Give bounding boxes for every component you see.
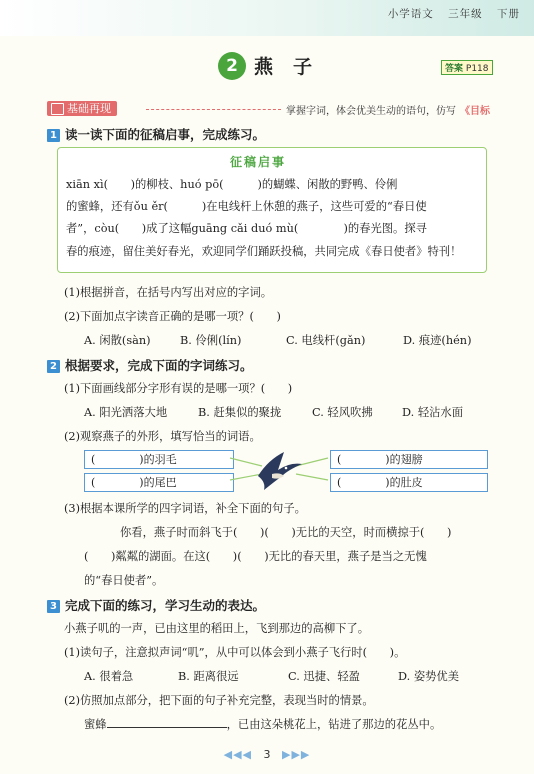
page-number-value: 3 [263,748,271,761]
q1-sub1: (1)根据拼音，在括号内写出对应的字词。 [64,286,273,299]
notice-line: 的蜜蜂，还有ǒu ěr( )在电线杆上休憩的燕子，这些可爱的“春日使 [66,200,427,213]
term-label: 下册 [497,8,520,20]
book-info [378,6,520,21]
q2-option-a[interactable]: A. 阳光洒落大地 [84,406,168,419]
section-tag-label: 基础再现 [67,102,111,115]
notice-line: xiān xì( )的柳枝、huó pō( )的蝴蝶、闲散的野鸭、伶俐 [66,178,398,191]
book-icon [51,103,64,115]
q3-fill-sentence [84,716,441,732]
word-box-tail[interactable]: ( )的尾巴 [84,473,234,492]
notice-line: 者”，còu( )成了这幅guāng cǎi duó mù( )的春光图。探寻 [66,222,427,235]
page-number [0,748,534,761]
question-1-number: 1 [47,129,60,142]
answer-page: P118 [465,64,489,74]
goal-tag: 《目标 [460,106,490,117]
q3-sentence: 小燕子叽的一声，已由这里的稻田上，飞到那边的高柳下了。 [64,622,370,635]
q1-option-c[interactable]: C. 电线杆(gǎn) [286,334,366,347]
q3-option-b[interactable]: B. 距离很远 [178,670,239,683]
q3-sub1: (1)读句子，注意拟声词“叽”，从中可以体会到小燕子飞行时( )。 [64,646,406,659]
lesson-title: 燕子 [254,56,333,78]
word-box-feathers[interactable]: ( )的羽毛 [84,450,234,469]
q1-option-d[interactable]: D. 痕迹(hén) [403,334,472,347]
q2-option-d[interactable]: D. 轻沾水面 [402,406,464,419]
fill-start: 蜜蜂 [84,718,107,731]
q2-option-c[interactable]: C. 轻风吹拂 [312,406,373,419]
right-arrows-icon: ▶▶▶ [282,748,311,761]
q2-sub1: (1)下面画线部分字形有误的是哪一项？( ) [64,382,293,395]
q2-sub3: (3)根据本课所学的四字词语，补全下面的句子。 [64,502,306,515]
q2-option-b[interactable]: B. 赶集似的聚拢 [198,406,282,419]
question-1-text: 读一读下面的征稿启事，完成练习。 [65,127,266,142]
answer-blank[interactable] [107,727,227,728]
word-box-belly[interactable]: ( )的肚皮 [330,473,488,492]
q2-sub2: (2)观察燕子的外形，填写恰当的词语。 [64,430,261,443]
question-2-text: 根据要求，完成下面的字词练习。 [65,358,253,373]
question-3-heading [47,596,265,614]
word-box-wings[interactable]: ( )的翅膀 [330,450,488,469]
q1-option-b[interactable]: B. 伶俐(lín) [180,334,242,347]
q1-sub2: (2)下面加点字读音正确的是哪一项？( ) [64,310,281,323]
question-2-heading [47,356,253,374]
notice-title: 征稿启事 [230,155,287,169]
q3-option-c[interactable]: C. 迅捷、轻盈 [288,670,360,683]
left-arrows-icon: ◀◀◀ [223,748,252,761]
q2-paragraph-line: ( )粼粼的湖面。在这( )( )无比的春天里，燕子是当之无愧 [84,550,427,563]
swallow-illustration [228,446,330,494]
question-2-number: 2 [47,360,60,373]
question-1-heading [47,125,265,143]
q3-sub2: (2)仿照加点部分，把下面的句子补充完整，表现当时的情景。 [64,694,374,707]
q3-option-a[interactable]: A. 很着急 [84,670,134,683]
section-tag [47,101,117,116]
section-goal [286,102,490,117]
grade-label: 三年级 [448,8,483,20]
question-3-number: 3 [47,600,60,613]
goal-text: 掌握字词，体会优美生动的语句，仿写 [286,106,456,117]
answer-label: 答案 [445,64,464,74]
question-3-text: 完成下面的练习，学习生动的表达。 [65,598,266,613]
lesson-number-badge: 2 [218,52,246,80]
q3-option-d[interactable]: D. 姿势优美 [398,670,460,683]
fill-end: ，已由这朵桃花上，钻进了那边的花丛中。 [226,718,442,731]
notice-line: 春的痕迹，留住美好春光，欢迎同学们踊跃投稿，共同完成《春日使者》特刊！ [66,245,462,258]
q2-paragraph-line: 的“春日使者”。 [84,574,164,587]
q1-option-a[interactable]: A. 闲散(sàn) [84,334,151,347]
section-divider [146,109,281,110]
answer-reference [441,60,493,75]
q2-paragraph-line: 你看，燕子时而斜飞于( )( )无比的天空，时而横掠于( ) [120,526,452,539]
subject-label: 小学语文 [387,8,434,20]
